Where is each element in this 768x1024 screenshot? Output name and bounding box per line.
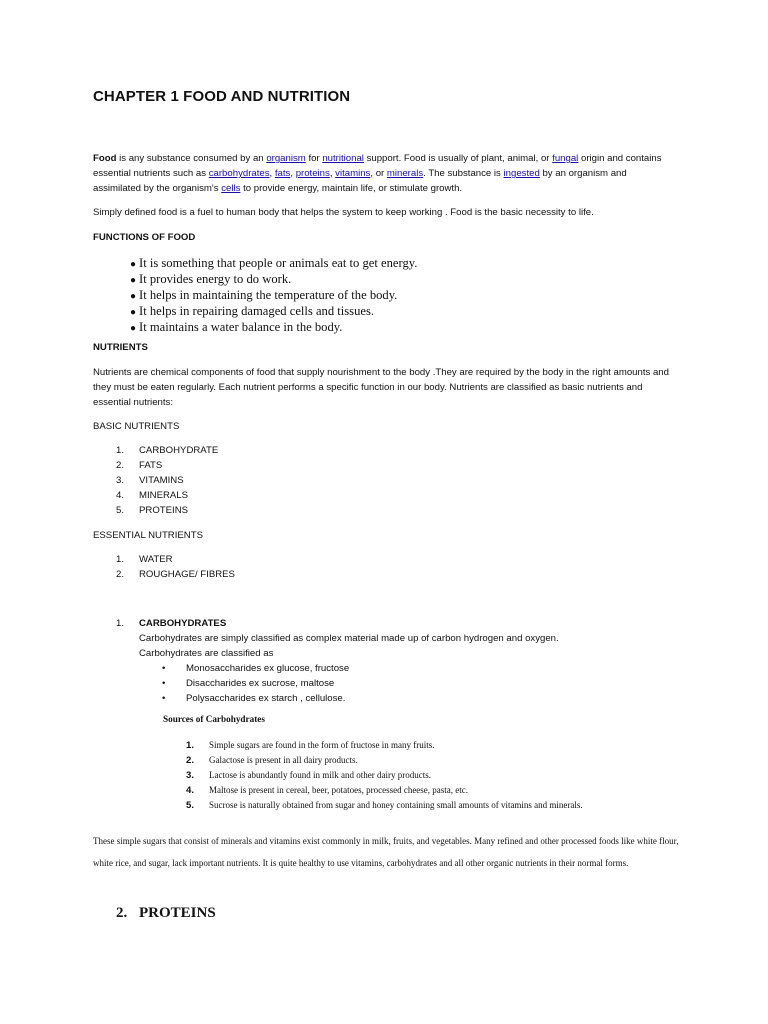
carbohydrates-section	[116, 616, 559, 661]
bullet-icon: •	[162, 663, 166, 674]
bullet-icon: ●	[130, 323, 137, 334]
list-item: ● It helps in maintaining the temperature of the body.	[130, 288, 398, 302]
list-item: 3. VITAMINS	[116, 475, 184, 486]
basic-nutrients-list	[116, 443, 218, 518]
carbs-description: Carbohydrates are simply classified as complex material made up of carbon hydrogen and oxygen.	[139, 633, 559, 644]
food-term: Food	[93, 153, 117, 164]
list-item: 1. Simple sugars are found in the form of fructose in many fruits.	[186, 740, 435, 751]
functions-list	[130, 256, 417, 336]
list-item: ● It maintains a water balance in the body.	[130, 320, 343, 334]
link-proteins[interactable]: proteins	[295, 168, 330, 179]
sources-heading: Sources of Carbohydrates	[163, 714, 265, 724]
link-minerals[interactable]: minerals	[386, 168, 424, 179]
link-nutritional[interactable]: nutritional	[322, 153, 364, 164]
list-item: 1. WATER	[116, 554, 173, 565]
link-organism[interactable]: organism	[266, 153, 306, 164]
carbs-classified-label: Carbohydrates are classified as	[139, 648, 274, 659]
bullet-icon: •	[162, 693, 166, 704]
proteins-heading: 2. PROTEINS	[116, 905, 216, 921]
bullet-icon: •	[162, 678, 166, 689]
bullet-icon: ●	[130, 275, 137, 286]
list-item: ● It provides energy to do work.	[130, 272, 292, 286]
intro-paragraph: Food is any substance consumed by an organism for nutritional support. Food is usually of plant, animal, or fungal origin and contains essential nutrients such as carbohydrates, fats, proteins, vitamins, or minerals. The substance is ingested by an organism and assimilated by the organism's cells to provide energy, maintain life, or stimulate growth.	[93, 153, 662, 194]
list-item: 2. ROUGHAGE/ FIBRES	[116, 569, 235, 580]
sources-list	[186, 738, 583, 813]
list-item: 2. FATS	[116, 460, 163, 471]
list-item: ● It is something that people or animals eat to get energy.	[130, 256, 418, 270]
link-cells[interactable]: cells	[221, 183, 241, 194]
bullet-icon: ●	[130, 259, 137, 270]
list-item: 1. CARBOHYDRATE	[116, 445, 219, 456]
list-item: 5. PROTEINS	[116, 505, 189, 516]
carbs-types-list	[162, 661, 349, 706]
closing-paragraph: These simple sugars that consist of minerals and vitamins exist commonly in milk, fruits, and vegetables. Many refined and other processed foods like white flour, white rice, and sugar, lack important nutrients. It is quite healthy to use vitamins, carbohydrates and all other organic nutrients in their normal forms.	[93, 836, 679, 868]
link-ingested[interactable]: ingested	[503, 168, 540, 179]
bullet-icon: ●	[130, 307, 137, 318]
link-carbohydrates[interactable]: carbohydrates	[208, 168, 270, 179]
functions-heading: FUNCTIONS OF FOOD	[93, 232, 196, 243]
simple-definition: Simply defined food is a fuel to human body that helps the system to keep working . Food is the basic necessity to life.	[93, 207, 594, 218]
list-item: 3. Lactose is abundantly found in milk and other dairy products.	[186, 770, 431, 781]
page-title: CHAPTER 1 FOOD AND NUTRITION	[93, 88, 351, 105]
list-item: 5. Sucrose is naturally obtained from sugar and honey containing small amounts of vitamins and minerals.	[186, 800, 583, 811]
list-item: • Disaccharides ex sucrose, maltose	[162, 678, 335, 689]
list-item: 2. Galactose is present in all dairy products.	[186, 755, 358, 766]
bullet-icon: ●	[130, 291, 137, 302]
nutrients-paragraph: Nutrients are chemical components of food that supply nourishment to the body .They are required by the body in the right amounts and they must be eaten regularly. Each nutrient performs a specific function in our body. Nutrients are classified as basic nutrients and essential nutrients:	[93, 367, 669, 408]
list-item: • Polysaccharides ex starch , cellulose.	[162, 693, 346, 704]
essential-nutrients-heading: ESSENTIAL NUTRIENTS	[93, 530, 203, 541]
nutrients-heading: NUTRIENTS	[93, 342, 148, 353]
link-fats[interactable]: fats	[274, 168, 291, 179]
list-item: 4. MINERALS	[116, 490, 189, 501]
basic-nutrients-heading: BASIC NUTRIENTS	[93, 421, 180, 432]
link-vitamins[interactable]: vitamins	[335, 168, 371, 179]
essential-nutrients-list	[116, 552, 235, 582]
list-item: 4. Maltose is present in cereal, beer, potatoes, processed cheese, pasta, etc.	[186, 785, 469, 796]
link-fungal[interactable]: fungal	[552, 153, 579, 164]
list-item: • Monosaccharides ex glucose, fructose	[162, 663, 350, 674]
list-item: ● It helps in repairing damaged cells and tissues.	[130, 304, 375, 318]
section-heading: 1. CARBOHYDRATES	[116, 618, 227, 629]
